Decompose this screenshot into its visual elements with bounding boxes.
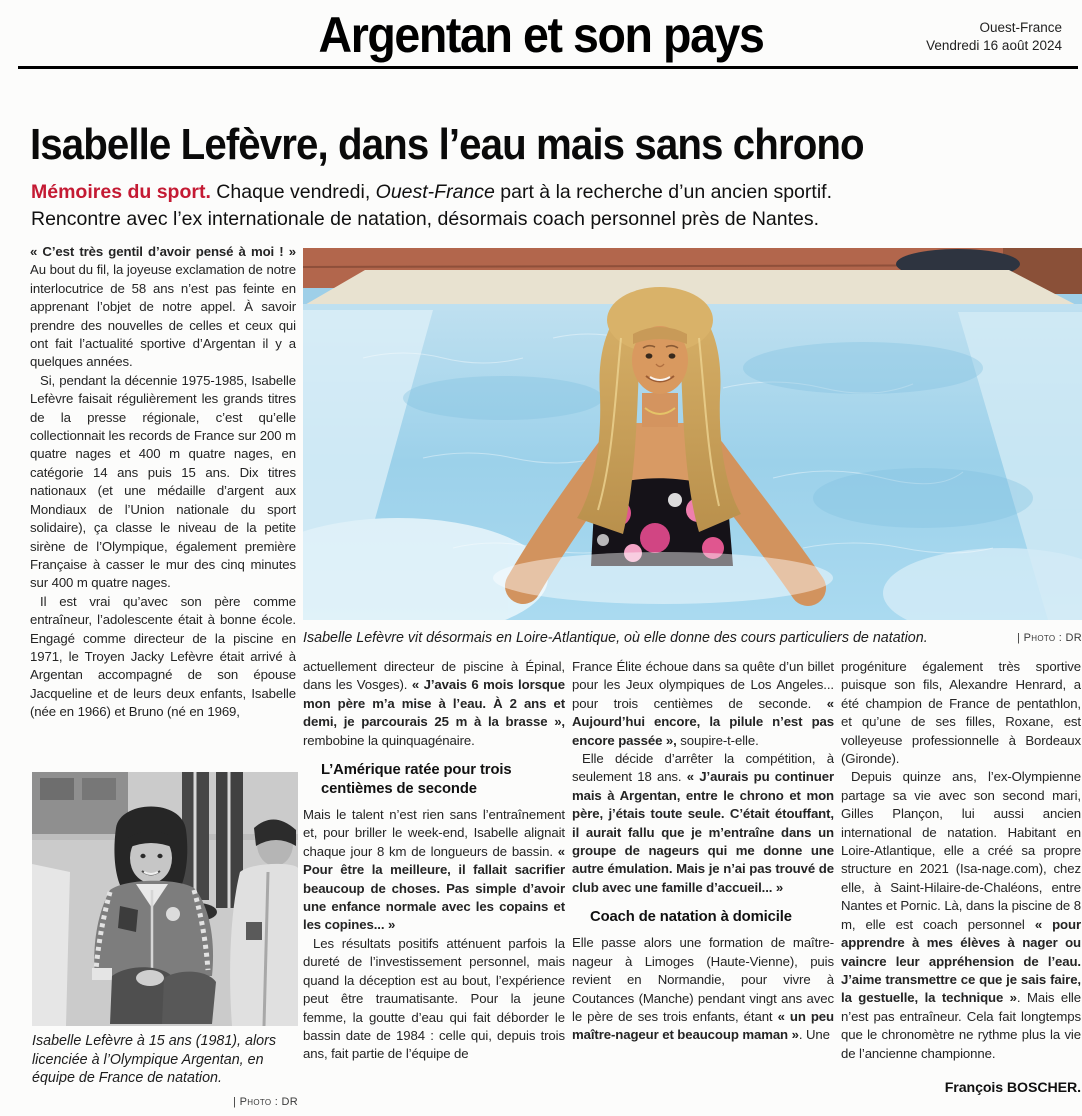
left-figure-sleeve [32, 864, 70, 1026]
kicker-line-1 [31, 179, 1051, 206]
photo-credit: | Photo : DR [233, 1095, 298, 1108]
masthead-name: Ouest-France [979, 20, 1062, 35]
edition-date: Vendredi 16 août 2024 [926, 37, 1062, 53]
column-subhead: Coach de natation à domicile [590, 909, 792, 926]
archive-scene [32, 772, 298, 1026]
author-byline: François BOSCHER. [944, 1079, 1081, 1096]
body-paragraph: Il est vrai qu’avec son père comme entraîneur, l’adolescente était à bonne école. Engagé comme directeur de la piscine en 1971, le Troyen Jacky Lefèvre était arrivé à Argentan accompagné de son épouse Jacqueline et de leurs deux enfants, Isabelle (née en 1966) et Bruno (né en 1969, [30, 593, 296, 720]
brand-logo [166, 907, 180, 921]
right-figure-badge [246, 922, 262, 940]
kicker-paper-name: Ouest-France [375, 181, 495, 203]
body-paragraph: actuellement directeur de piscine à Épinal, dans les Vosges). « J’avais 6 mois lorsque mon père m’a mise à l’eau. À 2 ans et demi, je parcourais 25 m à la brasse », rembobine la quinquagénaire. [303, 659, 565, 748]
body-paragraph: Mais le talent n’est rien sans l’entraînement et, pour briller le week-end, Isabelle alignait chaque jour 8 km de longueurs de bassin. « Pour être la meilleure, il fallait sacrifier beaucoup de choses. Pas simple d’avoir une enfance normale avec les copains et les copines... » [303, 807, 565, 933]
main-photo-caption [303, 629, 1082, 648]
archive-photo-illustration [32, 772, 298, 1026]
body-paragraph: Elle décide d’arrêter la compétition, à seulement 18 ans. « J’aurais pu continuer mais à Argentan, entre le chrono et mon père, j’étais toute seule. C’était étouffant, il aurait fallu que je m’entraîne dans un groupe de nageurs qui me donne une autre émulation. Mais je n’ai pas trouvé de club avec une famille d’accueil... » [572, 751, 834, 895]
main-photo-illustration [303, 248, 1082, 620]
archive-photo-caption [32, 1032, 298, 1111]
knee-right [162, 972, 216, 1024]
header-rule [18, 66, 1078, 69]
masthead-block [926, 19, 1062, 54]
body-paragraph: France Élite échoue dans sa quête d’un billet pour les Jeux olympiques de Los Angeles... pour trois centièmes de seconde. « Aujourd’hui encore, la pilule n’est pas encore passée », soupire-t-elle. [572, 659, 834, 748]
body-column-3 [572, 658, 834, 1114]
caption-text: Isabelle Lefèvre vit désormais en Loire-Atlantique, où elle donne des cours particuliers de natation. [303, 630, 928, 646]
body-paragraph: Les résultats positifs atténuent parfois la dureté de l’investissement personnel, mais quand la déception est au bout, l’expérience peut être traumatisante. Pour la jeune femme, la goutte d’eau qui fait déborder le bassin date de 1984 : celle qui, depuis trois ans, fait partie de l’équipe de [303, 935, 565, 1062]
body-paragraph: Si, pendant la décennie 1975-1985, Isabelle Lefèvre faisait régulièrement les grands titres de la presse régionale, c’est qu’elle collectionnait les records de France sur 200 m quatre nages et 400 m quatre nages, en catégorie 14 ans puis 15 ans. Dix titres nationaux (et une médaille d’argent aux Mondiaux de l’Union nationale du sport solidaire), ça classe le niveau de la petite sirène de l’Olympique, également première Française à casser le mur des cinq minutes sur 400 m quatre nages. [30, 372, 296, 591]
body-paragraph: Elle passe alors une formation de maître-nageur à Limoges (Haute-Vienne), puis revient en Normandie, pour vivre à Coutances (Manche) pendant vingt ans avec le père de ses trois enfants, étant « un peu maître-nageur et beaucoup maman ». Une [572, 935, 834, 1043]
caption-text: Isabelle Lefèvre à 15 ans (1981), alors licenciée à l’Olympique Argentan, en équipe de France de natation. [32, 1033, 276, 1087]
france-badge [118, 906, 138, 932]
article-kicker [31, 179, 1051, 233]
body-column-4 [841, 658, 1081, 1114]
body-paragraph: Depuis quinze ans, l’ex-Olympienne partage sa vie avec son second mari, Gilles Plançon, lui aussi ancien international de natation. Habitant en Loire-Atlantique, elle a créé sa propre structure en 2021 (Isa-nage.com), chez elle, à Saint-Hilaire-de-Chaléons, entre Nantes et Pornic. Là, dans la piscine de 8 m, elle est coach personnel « pour apprendre à mes élèves à nager ou vaincre leur appréhension de l’eau. J’aime transmettre ce que je sais faire, la gestuelle, la technique ». Mais elle n’est pas entraîneur. Cela fait longtemps que le chronomètre ne rythme plus la vie de l’ancienne championne. [841, 769, 1081, 1061]
body-paragraph: progéniture également très sportive puisque son fils, Alexandre Henrard, a été champion de France de pentathlon, et qu’une de ses filles, Roxane, est volleyeuse professionnelle à Bordeaux (Gironde). [841, 659, 1081, 767]
cuff [92, 968, 112, 980]
pool-scene [303, 248, 1082, 620]
article-headline: Isabelle Lefèvre, dans l’eau mais sans chrono [30, 120, 864, 169]
hands [136, 970, 164, 986]
body-column-2 [303, 658, 565, 1114]
column-subhead: L’Amérique ratée pour trois centièmes de seconde [321, 762, 512, 798]
kicker-text-end: part à la recherche d’un ancien sportif. [494, 181, 832, 203]
kicker-line-2: Rencontre avec l’ex internationale de natation, désormais coach personnel près de Nantes. [31, 208, 820, 230]
section-title: Argentan et son pays [318, 7, 764, 63]
body-column-1 [30, 243, 296, 769]
body-paragraph: « C’est très gentil d’avoir pensé à moi ! » Au bout du fil, la joyeuse exclamation de notre interlocutrice de 58 ans n’est pas feinte en apprenant l’objet de notre appel. À savoir prendre des nouvelles de celles et ceux qui ont fait l’actualité sportive d’Argentan il y a quelques années. [30, 244, 296, 370]
photo-credit: | Photo : DR [1017, 632, 1082, 644]
waterline-foam [493, 552, 833, 604]
kicker-text: Chaque vendredi, [210, 181, 376, 203]
kicker-rubric: Mémoires du sport. [31, 181, 211, 203]
